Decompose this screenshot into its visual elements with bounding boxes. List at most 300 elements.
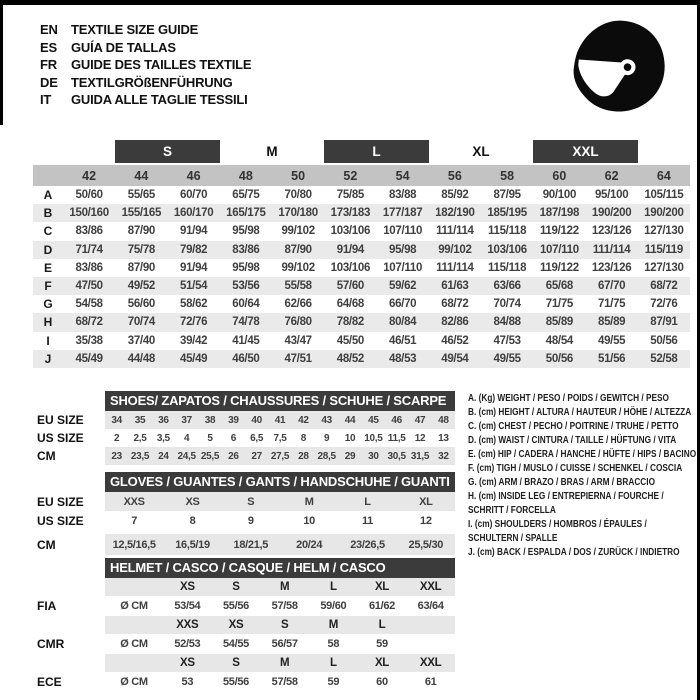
measure-row-B — [33, 204, 690, 222]
cell: 66/70 — [388, 298, 417, 311]
cell: XXS — [176, 619, 199, 631]
cell: 36 — [158, 414, 169, 426]
cell: 105/115 — [644, 189, 684, 202]
cell: 16,5/19 — [175, 538, 210, 551]
cell: 99/102 — [281, 225, 315, 238]
cell: 150/160 — [69, 207, 109, 220]
helmet-data-row-ECE — [37, 672, 455, 692]
cell: 47/50 — [75, 280, 103, 293]
cell: 187/198 — [539, 207, 580, 220]
cell: 32 — [438, 450, 449, 462]
language-code: IT — [40, 92, 52, 107]
cell: L — [329, 657, 337, 669]
cell — [406, 616, 455, 634]
size-col-44: 44 — [134, 168, 149, 183]
helmet-size-row-ECE — [37, 654, 455, 672]
cell — [406, 634, 455, 654]
cell: 45/49 — [179, 352, 208, 365]
cell: 111/114 — [436, 261, 474, 274]
cell: 27 — [251, 450, 262, 462]
cell: 23 — [111, 450, 122, 462]
cell: 34 — [111, 414, 122, 426]
racing-helmet-icon — [566, 14, 672, 120]
cell: 91/94 — [179, 261, 208, 274]
cell: 59/60 — [320, 600, 347, 612]
cell: 71/75 — [545, 298, 574, 311]
size-group-S: S — [115, 140, 220, 163]
cell: 37 — [181, 414, 192, 426]
cell: 78/82 — [336, 316, 365, 329]
lower-tables — [37, 391, 455, 692]
cell: 87/91 — [650, 316, 678, 329]
row-label: CM — [37, 449, 56, 463]
gloves-title-bar: GLOVES / GUANTES / GANTS / HANDSCHUHE / GUANTI — [105, 472, 455, 492]
row-label: CM — [37, 537, 56, 552]
cell: 155/165 — [121, 207, 162, 220]
cell: 7,5 — [273, 432, 287, 444]
cell: 25,5/30 — [408, 538, 444, 551]
cell: 59 — [376, 638, 388, 650]
cell: 87/90 — [127, 261, 156, 274]
size-col-58: 58 — [500, 168, 515, 183]
row-values — [105, 492, 455, 511]
size-group-XL: XL — [472, 144, 490, 159]
cell: 123/126 — [591, 261, 632, 274]
size-group-XXL: XXL — [533, 140, 638, 163]
shoes-title-bar: SHOES/ ZAPATOS / CHAUSSURES / SCHUHE / SCARPE — [105, 391, 455, 411]
cell: 115/118 — [488, 225, 527, 238]
cell: 12 — [420, 514, 432, 527]
row-label: US SIZE — [37, 513, 84, 528]
cell: 170/180 — [278, 207, 318, 220]
cell: 46 — [391, 414, 402, 426]
cell: 48 — [438, 414, 449, 426]
cell: 10,5 — [364, 432, 383, 444]
row-values — [105, 429, 455, 447]
cell: 20/24 — [296, 538, 323, 551]
cell: 12,5/16,5 — [112, 538, 156, 551]
cell: 56/60 — [127, 298, 156, 311]
legend-item: B. (cm) HEIGHT / ALTURA / HAUTEUR / HÖHE / ALTEZZA — [468, 407, 692, 418]
gloves-row — [37, 511, 455, 530]
legend-item: E. (cm) HIP / CADERA / HANCHE / HÜFTE / HIPS / BACINO — [468, 449, 697, 460]
legend-item: H. (cm) INSIDE LEG / ENTREPIERNA / FOURCHE / SCHRITT / FORCELLA — [468, 491, 664, 516]
cell: 123/126 — [591, 225, 632, 238]
legend-item: I. (cm) SHOULDERS / HOMBROS / ÉPAULES / SCHULTERN / SPALLE — [468, 519, 647, 544]
cell: 55/65 — [127, 189, 156, 202]
cell: 70/74 — [493, 298, 521, 311]
cell: M — [280, 581, 290, 593]
cell: 3,5 — [156, 432, 170, 444]
row-values — [105, 578, 455, 596]
row-label: EU SIZE — [37, 494, 84, 509]
language-code: FR — [40, 57, 57, 72]
cell: 91/94 — [336, 243, 365, 256]
cell: 41/45 — [232, 334, 260, 347]
cell: 55/56 — [222, 600, 249, 612]
legend-item: G. (cm) ARM / BRAZO / BRAS / ARM / BRACCIO — [468, 477, 656, 488]
language-row — [40, 21, 251, 39]
cell: 165/175 — [226, 207, 266, 220]
cell: 182/190 — [435, 207, 475, 220]
size-col-50: 50 — [291, 168, 306, 183]
cell: 27,5 — [270, 450, 290, 462]
row-values — [105, 654, 455, 672]
cell: 54/58 — [75, 298, 103, 311]
cell: 11,5 — [387, 432, 406, 444]
cell: 43 — [321, 414, 332, 426]
cell: 59 — [327, 676, 340, 688]
row-label: EU SIZE — [37, 413, 84, 427]
cell: 63/64 — [417, 600, 444, 612]
cell: XL — [374, 657, 390, 669]
cell: 83/88 — [388, 189, 417, 202]
cell — [105, 578, 163, 596]
cell: 12 — [414, 432, 426, 444]
cell: 56/57 — [271, 638, 298, 650]
language-code: EN — [40, 22, 58, 37]
cell: 48/53 — [388, 352, 417, 365]
cell: 71/74 — [75, 243, 103, 256]
cell: 6,5 — [250, 432, 264, 444]
cell: 75/85 — [336, 189, 365, 202]
legend-item: A. (Kg) WEIGHT / PESO / POIDS / GEWITCH / PESO — [468, 393, 670, 404]
row-values — [105, 672, 455, 692]
measure-row-F — [33, 277, 690, 295]
cell: 9 — [247, 514, 254, 527]
size-col-48: 48 — [238, 168, 253, 183]
measure-row-H — [33, 313, 690, 331]
diameter-label: Ø CM — [120, 600, 148, 612]
row-values — [105, 411, 455, 429]
cell: 50/60 — [75, 189, 103, 202]
cell: 64/68 — [336, 298, 365, 311]
cell: 111/114 — [592, 243, 631, 256]
cell: 18/21,5 — [233, 538, 269, 551]
cell: 51/56 — [597, 352, 626, 365]
cell: 87/95 — [493, 189, 521, 202]
cell: 95/98 — [232, 225, 260, 238]
cell: 115/118 — [488, 261, 527, 274]
row-values — [105, 534, 455, 555]
cell: XL — [374, 581, 390, 593]
cell: M — [304, 495, 314, 508]
helmet-rows — [37, 578, 455, 692]
language-row — [40, 91, 251, 109]
row-label — [37, 654, 105, 672]
cell: L — [329, 581, 337, 593]
language-row — [40, 56, 251, 74]
cell: 103/106 — [330, 261, 371, 274]
diameter-label: Ø CM — [120, 638, 148, 650]
cell: 49/55 — [493, 352, 521, 365]
cell: 29 — [344, 450, 356, 462]
gloves-rows — [37, 492, 455, 555]
row-letter: B — [43, 206, 53, 221]
row-values — [105, 447, 455, 465]
cell: 49/52 — [127, 280, 156, 293]
cell: 47/51 — [284, 352, 312, 365]
cell: 39 — [228, 414, 239, 426]
cell: XS — [185, 495, 200, 508]
cell: 57/60 — [336, 280, 365, 293]
cell: 8 — [189, 514, 196, 527]
cell: 60/64 — [232, 298, 260, 311]
row-letter: F — [44, 279, 52, 294]
cell: 44 — [344, 414, 356, 426]
cell: 173/183 — [330, 207, 371, 220]
cell: 87/90 — [127, 225, 156, 238]
row-values — [105, 511, 455, 530]
row-label — [37, 578, 105, 596]
cell: 45/49 — [75, 352, 103, 365]
cell: 85/92 — [441, 189, 469, 202]
cell: 127/130 — [644, 225, 684, 238]
cell: 119/122 — [539, 225, 579, 238]
row-label: CMR — [37, 637, 65, 651]
cell: S — [280, 619, 289, 631]
row-label — [37, 616, 105, 634]
legend-item: D. (cm) WAIST / CINTURA / TAILLE / HÜFTUNG / VITA — [468, 435, 677, 446]
cell: 49/54 — [441, 352, 469, 365]
cell: L — [378, 619, 386, 631]
main-size-table — [33, 140, 690, 368]
shoes-rows — [37, 411, 455, 465]
cell: 57/58 — [271, 676, 298, 688]
cell: 72/76 — [650, 298, 678, 311]
cell: 107/110 — [383, 261, 423, 274]
cell: 28 — [298, 450, 309, 462]
gloves-row — [37, 534, 455, 555]
cell: 99/102 — [438, 243, 472, 256]
cell: 90/100 — [542, 189, 577, 202]
cell: 2 — [114, 432, 120, 444]
cell: 91/94 — [179, 225, 208, 238]
cell: 7 — [131, 514, 138, 527]
cell: 53/56 — [232, 280, 260, 293]
cell: 60/70 — [179, 189, 208, 202]
cell: 58 — [327, 638, 340, 650]
cell: 160/170 — [173, 207, 214, 220]
cell: 47 — [414, 414, 426, 426]
cell: 44/48 — [127, 352, 156, 365]
cell: 23/26,5 — [350, 538, 385, 551]
cell: 107/110 — [383, 225, 423, 238]
cell: 35/38 — [75, 334, 103, 347]
legend-item: C. (cm) CHEST / PECHO / POITRINE / TRUHE / PETTO — [468, 421, 679, 432]
cell: 60 — [376, 676, 388, 688]
cell: 190/200 — [591, 207, 632, 220]
cell: 28,5 — [317, 450, 336, 462]
cell: S — [232, 657, 240, 669]
cell: 8 — [300, 432, 306, 444]
row-values — [105, 634, 455, 654]
cell: M — [280, 657, 290, 669]
cell: 68/72 — [650, 280, 678, 293]
cell: 84/88 — [493, 316, 521, 329]
cell: 42 — [298, 414, 309, 426]
measure-row-E — [33, 259, 690, 277]
left-border — [0, 0, 3, 125]
cell: 54/55 — [222, 638, 249, 650]
cell: 70/80 — [284, 189, 312, 202]
cell: 85/89 — [597, 316, 626, 329]
helmet-data-row-FIA — [37, 596, 455, 616]
cell: L — [364, 495, 371, 508]
language-row — [40, 39, 251, 57]
measure-row-A — [33, 186, 690, 204]
gloves-row — [37, 492, 455, 511]
cell: 40 — [251, 414, 262, 426]
cell: 67/70 — [597, 280, 626, 293]
row-label: FIA — [37, 599, 57, 613]
cell: 62/66 — [284, 298, 312, 311]
language-label: TEXTILE SIZE GUIDE — [71, 22, 199, 37]
cell: 71/75 — [597, 298, 626, 311]
row-letter: J — [44, 351, 52, 366]
cell: 9 — [324, 432, 330, 444]
cell: 25,5 — [200, 450, 220, 462]
cell: 177/187 — [382, 207, 423, 220]
row-letter: E — [43, 260, 52, 275]
cell: 50/56 — [650, 334, 678, 347]
cell: 111/114 — [436, 225, 474, 238]
cell — [105, 654, 163, 672]
size-group-M: M — [266, 144, 278, 159]
cell: 41 — [274, 414, 286, 426]
helmet-title-bar: HELMET / CASCO / CASQUE / HELM / CASCO — [105, 558, 455, 578]
cell: 61 — [424, 676, 437, 688]
cell: 82/86 — [441, 316, 469, 329]
cell: 80/84 — [388, 316, 417, 329]
helmet-size-row-CMR — [37, 616, 455, 634]
cell: 24 — [158, 450, 169, 462]
cell: 58/62 — [179, 298, 208, 311]
legend-item: F. (cm) TIGH / MUSLO / CUISSE / SCHENKEL / COSCIA — [468, 463, 683, 474]
cell: 48/54 — [545, 334, 574, 347]
size-col-42: 42 — [82, 168, 97, 183]
legend-list — [468, 392, 698, 560]
cell: 11 — [361, 514, 373, 527]
cell: 72/76 — [179, 316, 208, 329]
language-row — [40, 74, 251, 92]
cell: 50/56 — [545, 352, 574, 365]
cell: 46/50 — [232, 352, 260, 365]
cell: 119/122 — [539, 261, 579, 274]
cell: 95/100 — [594, 189, 629, 202]
cell: 30,5 — [387, 450, 406, 462]
measure-row-C — [33, 222, 690, 240]
language-label: GUIDA ALLE TAGLIE TESSILI — [71, 92, 248, 107]
cell: 79/82 — [179, 243, 208, 256]
cell: 51/54 — [179, 280, 208, 293]
measure-row-G — [33, 295, 690, 313]
language-label: TEXTILGRÖßENFÜHRUNG — [71, 74, 233, 90]
row-letter: I — [46, 333, 50, 348]
size-col-54: 54 — [395, 168, 410, 183]
shoes-row — [37, 429, 455, 447]
language-label: GUIDE DES TAILLES TEXTILE — [71, 57, 252, 72]
cell: XS — [179, 657, 195, 669]
cell: 65/75 — [232, 189, 260, 202]
cell: 55/56 — [222, 676, 249, 688]
cell: 190/200 — [644, 207, 684, 220]
main-table-body — [33, 186, 690, 368]
size-col-64: 64 — [656, 168, 671, 183]
size-group-L: L — [324, 140, 429, 163]
cell: 45/50 — [336, 334, 365, 347]
helmet-data-row-CMR — [37, 634, 455, 654]
cell: 48/52 — [336, 352, 365, 365]
language-code: ES — [40, 39, 57, 55]
cell: 83/86 — [232, 243, 260, 256]
cell: 6 — [230, 432, 236, 444]
cell: 5 — [207, 432, 213, 444]
cell: 95/98 — [232, 261, 260, 274]
cell: S — [232, 581, 240, 593]
cell: 10 — [303, 514, 315, 527]
size-col-52: 52 — [343, 168, 358, 183]
cell: 23,5 — [130, 450, 150, 462]
cell: XL — [419, 495, 433, 508]
cell: 24,5 — [177, 450, 196, 462]
shoes-row — [37, 447, 455, 465]
cell: 61/62 — [368, 600, 395, 612]
cell: 107/110 — [539, 243, 579, 256]
shoes-table — [37, 391, 455, 465]
cell: 63/66 — [493, 280, 521, 293]
cell: 65/68 — [545, 280, 574, 293]
size-group-row — [33, 140, 690, 163]
measure-row-D — [33, 241, 690, 259]
corner-cell — [33, 165, 63, 186]
cell: XXS — [123, 495, 145, 508]
cell: 115/119 — [644, 243, 683, 256]
cell: 59/62 — [388, 280, 417, 293]
cell: 49/55 — [597, 334, 626, 347]
legend-item: J. (cm) BACK / ESPALDA / DOS / ZURÜCK / INDIETRO — [468, 547, 680, 558]
cell: 74/78 — [232, 316, 260, 329]
sizes-row — [33, 165, 690, 186]
helmet-size-row-FIA — [37, 578, 455, 596]
row-values — [105, 596, 455, 616]
helmet-table — [37, 558, 455, 692]
cell: 127/130 — [644, 261, 684, 274]
language-list — [40, 21, 251, 109]
top-border — [0, 0, 700, 5]
cell: 43/47 — [284, 334, 312, 347]
row-letter: C — [43, 224, 53, 239]
cell: 53/54 — [174, 600, 201, 612]
gloves-table — [37, 472, 455, 555]
cell: XXL — [419, 581, 442, 593]
row-label: US SIZE — [37, 431, 84, 445]
cell: 83/86 — [75, 225, 103, 238]
measure-row-I — [33, 332, 690, 350]
cell: 47/53 — [493, 334, 521, 347]
cell: 83/86 — [75, 261, 103, 274]
cell: 75/78 — [127, 243, 156, 256]
cell: 26 — [228, 450, 239, 462]
cell: 39/42 — [179, 334, 208, 347]
row-letter: A — [43, 188, 53, 203]
diameter-label: Ø CM — [120, 676, 148, 688]
row-letter: D — [43, 242, 53, 257]
shoes-row — [37, 411, 455, 429]
cell: 45 — [368, 414, 379, 426]
cell: 76/80 — [284, 316, 312, 329]
row-label: ECE — [37, 675, 62, 689]
